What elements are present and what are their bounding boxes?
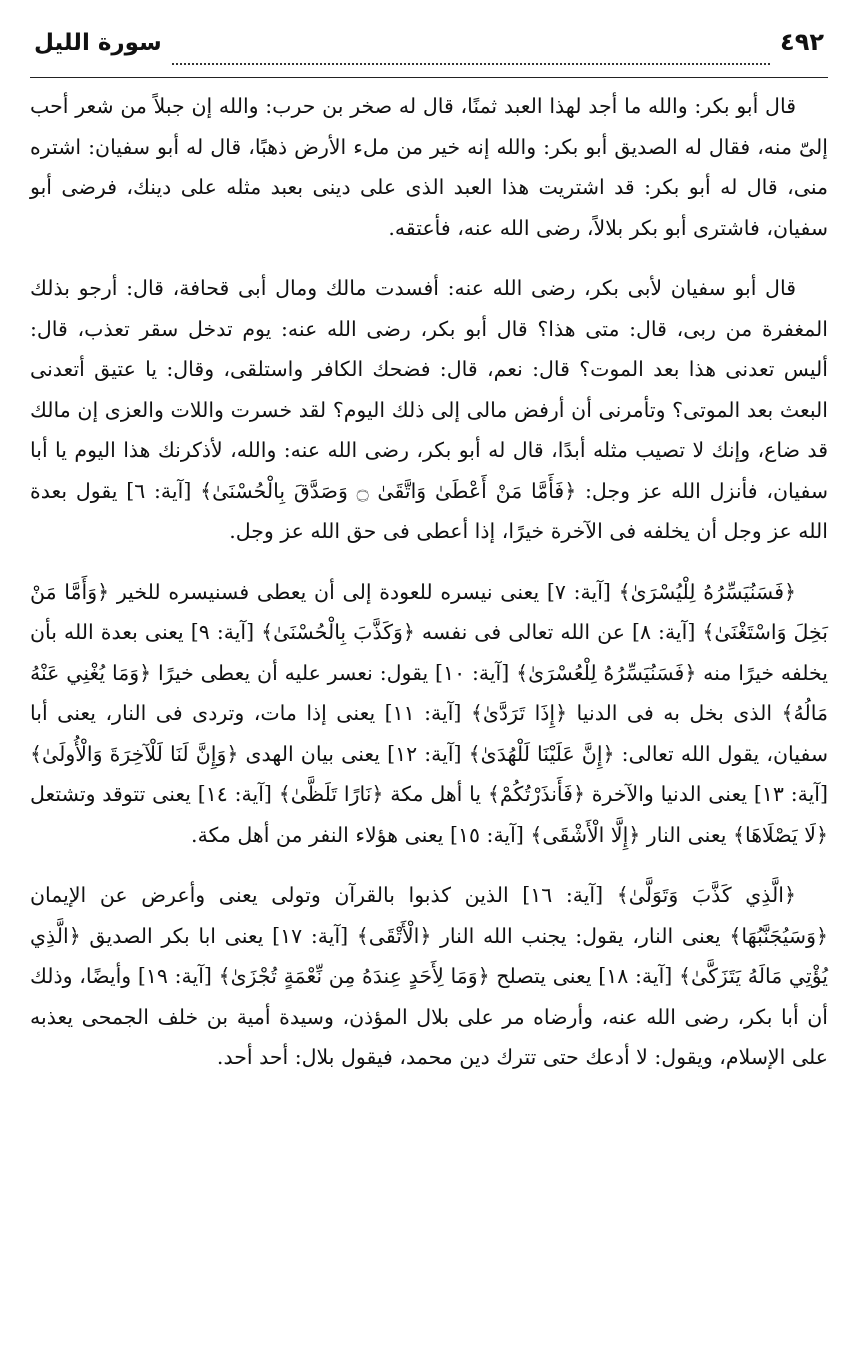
paragraph-1: قال أبو بكر: والله ما أجد لهذا العبد ثمنًا، قال له صخر بن حرب: والله إن جبلاً من شعر أحب إلىّ منه، فقال له الصديق أبو بكر: والله إنه خير من ملء الأرض ذهبًا، قال له أبو سفيان: اشتره منى، قال له أبو بكر: قد اشتريت هذا العبد الذى على دينى بعبد مثله على دينك، فرضى أبو سفيان، فاشترى أبو بكر بلالاً، رضى الله عنه، فأعتقه. [30, 94, 828, 240]
paragraph-3: ﴿فَسَنُيَسِّرُهُ لِلْيُسْرَىٰ﴾ [آية: ٧] يعنى نيسره للعودة إلى أن يعطى فسنيسره للخير ﴿وَأَمَّا مَنْ بَخِلَ وَاسْتَغْنَىٰ﴾ [آية: ٨] عن الله تعالى فى نفسه ﴿وَكَذَّبَ بِالْحُسْنَىٰ﴾ [آية: ٩] يعنى بعدة الله بأن يخلفه خيرًا منه ﴿فَسَنُيَسِّرُهُ لِلْعُسْرَىٰ﴾ [آية: ١٠] يقول: نعسر عليه أن يعطى خيرًا ﴿وَمَا يُغْنِي عَنْهُ مَالُهُ﴾ الذى بخل به فى الدنيا ﴿إِذَا تَرَدَّىٰ﴾ [آية: ١١] يعنى إذا مات، وتردى فى النار، يعنى أبا سفيان، يقول الله تعالى: ﴿إِنَّ عَلَيْنَا لَلْهُدَىٰ﴾ [آية: ١٢] يعنى بيان الهدى ﴿وَإِنَّ لَنَا لَلْآخِرَةَ وَالْأُولَىٰ﴾ [آية: ١٣] يعنى الدنيا والآخرة ﴿فَأَنذَرْتُكُمْ﴾ يا أهل مكة ﴿نَارًا تَلَظَّىٰ﴾ [آية: ١٤] يعنى تتوقد وتشتعل ﴿لَا يَصْلَاهَا﴾ يعنى النار ﴿إِلَّا الْأَشْقَى﴾ [آية: ١٥] يعنى هؤلاء النفر من أهل مكة. [30, 579, 828, 847]
paragraph-4: ﴿الَّذِي كَذَّبَ وَتَوَلَّىٰ﴾ [آية: ١٦] الذين كذبوا بالقرآن وتولى يعنى وأعرض عن الإيمان ﴿وَسَيُجَنَّبُهَا﴾ يعنى النار، يقول: يجنب الله النار ﴿الْأَتْقَى﴾ [آية: ١٧] يعنى ابا بكر الصديق ﴿الَّذِي يُؤْتِي مَالَهُ يَتَزَكَّىٰ﴾ [آية: ١٨] يعنى يتصلح ﴿وَمَا لِأَحَدٍ عِندَهُ مِن نِّعْمَةٍ تُجْزَىٰ﴾ [آية: ١٩] وأيضًا، وذلك أن أبا بكر، رضى الله عنه، وأرضاه مر على بلال المؤذن، وسيدة أمية بن خلف الجمحى يعذبه على الإسلام، ويقول: لا أدعك حتى تترك دين محمد، فيقول بلال: أحد أحد. [30, 883, 828, 1069]
surah-title: سورة الليل [34, 30, 162, 56]
book-page [30, 28, 828, 1338]
header-dotted-leader [172, 62, 770, 65]
paragraph-2: قال أبو سفيان لأبى بكر، رضى الله عنه: أفسدت مالك ومال أبى قحافة، قال: أرجو بذلك المغفرة من ربى، قال: متى هذا؟ قال أبو بكر، رضى الله عنه: يوم تدخل سقر تعذب، قال: أليس تعدنى هذا بعد الموت؟ قال: نعم، قال: فضحك الكافر واستلقى، وقال: يا عتيق أتعدنى البعث بعد الموتى؟ وتأمرنى أن أرفض مالى إلى ذلك اليوم؟ لقد خسرت واللات والعزى إن مالك قد ضاع، وإنك لا تصيب مثله أبدًا، قال له أبو بكر، رضى الله عنه: والله، لأذكرنك هذا اليوم يا أبا سفيان، فأنزل الله عز وجل: ﴿فَأَمَّا مَنْ أَعْطَىٰ وَاتَّقَىٰ ۝ وَصَدَّقَ بِالْحُسْنَىٰ﴾ [آية: ٦] يقول بعدة الله عز وجل أن يخلفه فى الآخرة خيرًا، إذا أعطى فى حق الله عز وجل. [30, 276, 829, 543]
page-number: ٤٩٢ [780, 28, 824, 56]
page-body [30, 78, 828, 1078]
page-header [30, 28, 828, 78]
